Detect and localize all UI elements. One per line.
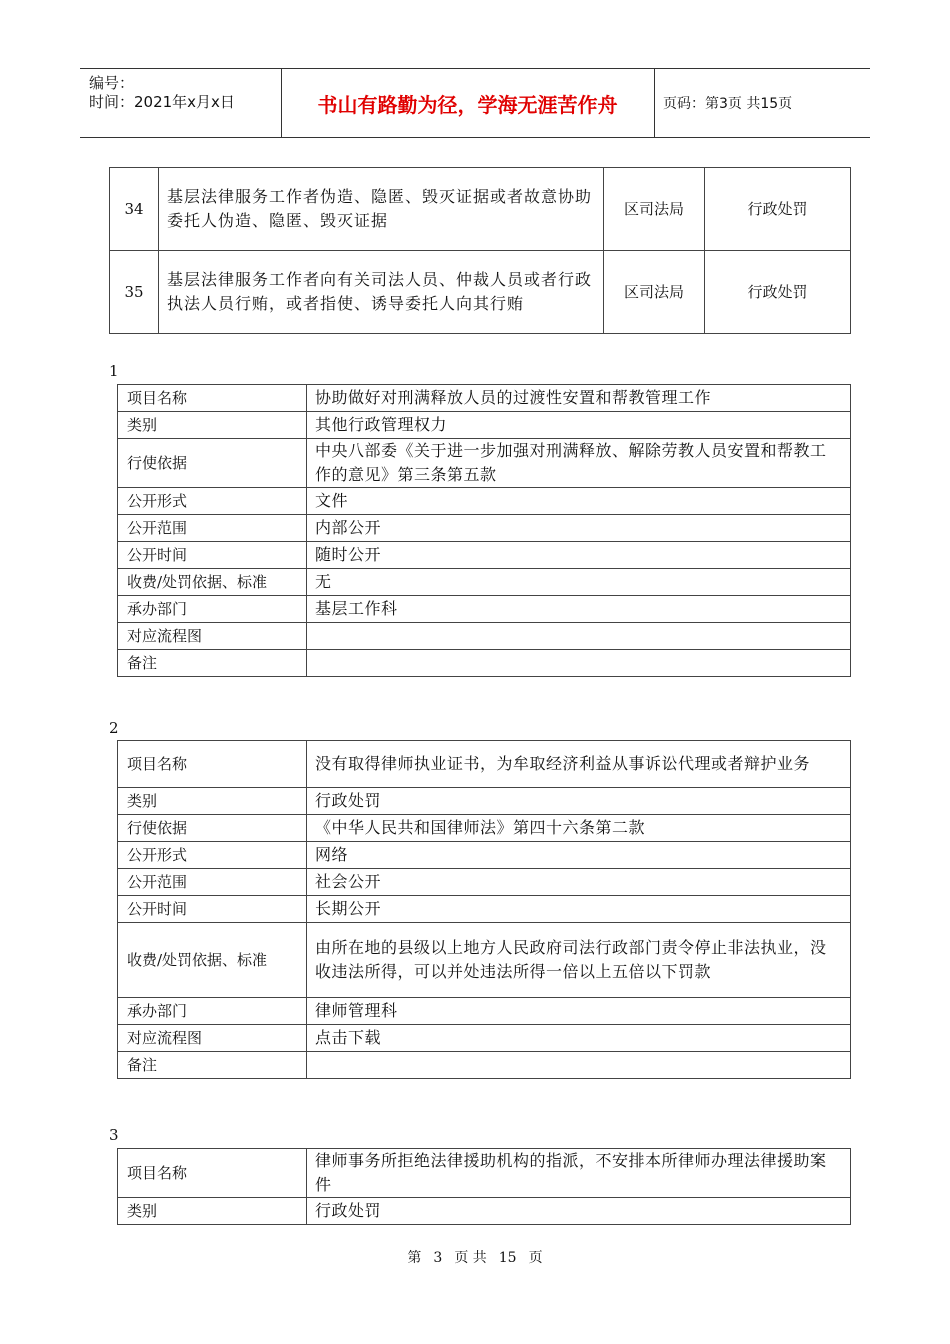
row-type: 行政处罚 xyxy=(705,168,851,251)
row-department: 区司法局 xyxy=(604,251,705,334)
field-value: 社会公开 xyxy=(307,869,851,896)
field-label: 项目名称 xyxy=(118,1149,307,1198)
field-label: 对应流程图 xyxy=(118,1025,307,1052)
field-value: 无 xyxy=(307,569,851,596)
table-row xyxy=(118,412,851,439)
number-label: 编号： xyxy=(89,74,135,92)
field-label: 备注 xyxy=(118,1052,307,1079)
field-label: 公开范围 xyxy=(118,869,307,896)
table-row xyxy=(118,896,851,923)
footer-mid: 页 共 xyxy=(454,1250,487,1266)
info-table-3 xyxy=(117,1148,851,1225)
header-motto: 书山有路勤为径，学海无涯苦作舟 xyxy=(281,69,655,137)
footer-suffix: 页 xyxy=(528,1250,543,1266)
table-row xyxy=(118,385,851,412)
row-description: 基层法律服务工作者伪造、隐匿、毁灭证据或者故意协助委托人伪造、隐匿、毁灭证据 xyxy=(159,168,604,251)
time-label: 时间：2021年x月x日 xyxy=(89,93,235,111)
field-value: 基层工作科 xyxy=(307,596,851,623)
field-label: 项目名称 xyxy=(118,385,307,412)
header-meta xyxy=(80,69,282,137)
page-footer xyxy=(0,1247,950,1267)
section-index: 2 xyxy=(109,719,119,737)
field-value: 《中华人民共和国律师法》第四十六条第二款 xyxy=(307,815,851,842)
field-value xyxy=(307,623,851,650)
field-label: 收费/处罚依据、标准 xyxy=(118,923,307,998)
field-label: 类别 xyxy=(118,788,307,815)
table-row xyxy=(118,741,851,788)
section-index: 3 xyxy=(109,1126,119,1144)
page-header xyxy=(80,68,870,138)
table-row xyxy=(118,923,851,998)
field-value: 内部公开 xyxy=(307,515,851,542)
row-type: 行政处罚 xyxy=(705,251,851,334)
field-label: 项目名称 xyxy=(118,741,307,788)
footer-total: 15 xyxy=(498,1250,517,1266)
info-table-1 xyxy=(117,384,851,677)
table-row xyxy=(118,788,851,815)
field-value: 协助做好对刑满释放人员的过渡性安置和帮教管理工作 xyxy=(307,385,851,412)
field-value: 律师事务所拒绝法律援助机构的指派，不安排本所律师办理法律援助案件 xyxy=(307,1149,851,1198)
table-row xyxy=(118,1198,851,1225)
table-row xyxy=(118,569,851,596)
field-label: 承办部门 xyxy=(118,998,307,1025)
table-row xyxy=(118,1149,851,1198)
table-row xyxy=(118,439,851,488)
field-label: 类别 xyxy=(118,412,307,439)
field-value: 长期公开 xyxy=(307,896,851,923)
table-row xyxy=(118,650,851,677)
field-label: 行使依据 xyxy=(118,815,307,842)
field-label: 类别 xyxy=(118,1198,307,1225)
table-row xyxy=(118,998,851,1025)
row-description: 基层法律服务工作者向有关司法人员、仲裁人员或者行政执法人员行贿，或者指使、诱导委托人向其行贿 xyxy=(159,251,604,334)
row-number: 35 xyxy=(110,251,159,334)
field-value xyxy=(307,1052,851,1079)
footer-page: 3 xyxy=(433,1250,443,1266)
field-value: 网络 xyxy=(307,842,851,869)
field-label: 公开形式 xyxy=(118,488,307,515)
table-row xyxy=(110,168,851,251)
table-row xyxy=(118,1025,851,1052)
continued-table xyxy=(109,167,851,334)
table-row xyxy=(118,842,851,869)
field-value: 随时公开 xyxy=(307,542,851,569)
table-row xyxy=(118,623,851,650)
field-value: 文件 xyxy=(307,488,851,515)
field-label: 公开形式 xyxy=(118,842,307,869)
table-row xyxy=(118,488,851,515)
field-value: 没有取得律师执业证书，为牟取经济利益从事诉讼代理或者辩护业务 xyxy=(307,741,851,788)
field-label: 收费/处罚依据、标准 xyxy=(118,569,307,596)
field-value: 中央八部委《关于进一步加强对刑满释放、解除劳教人员安置和帮教工作的意见》第三条第五款 xyxy=(307,439,851,488)
table-row xyxy=(110,251,851,334)
field-label: 行使依据 xyxy=(118,439,307,488)
field-label: 公开时间 xyxy=(118,542,307,569)
header-page-info: 页码：第3页 共15页 xyxy=(663,96,793,112)
field-label: 备注 xyxy=(118,650,307,677)
row-number: 34 xyxy=(110,168,159,251)
field-label: 公开时间 xyxy=(118,896,307,923)
field-label: 公开范围 xyxy=(118,515,307,542)
table-row xyxy=(118,815,851,842)
field-label: 承办部门 xyxy=(118,596,307,623)
field-value: 行政处罚 xyxy=(307,1198,851,1225)
field-label: 对应流程图 xyxy=(118,623,307,650)
download-link[interactable]: 点击下载 xyxy=(307,1025,851,1052)
table-row xyxy=(118,1052,851,1079)
table-row xyxy=(118,596,851,623)
section-index: 1 xyxy=(109,362,119,380)
info-table-2 xyxy=(117,740,851,1079)
table-row xyxy=(118,542,851,569)
footer-prefix: 第 xyxy=(407,1250,422,1266)
field-value: 律师管理科 xyxy=(307,998,851,1025)
field-value xyxy=(307,650,851,677)
field-value: 由所在地的县级以上地方人民政府司法行政部门责令停止非法执业，没收违法所得，可以并处违法所得一倍以上五倍以下罚款 xyxy=(307,923,851,998)
table-row xyxy=(118,515,851,542)
row-department: 区司法局 xyxy=(604,168,705,251)
field-value: 行政处罚 xyxy=(307,788,851,815)
field-value: 其他行政管理权力 xyxy=(307,412,851,439)
table-row xyxy=(118,869,851,896)
